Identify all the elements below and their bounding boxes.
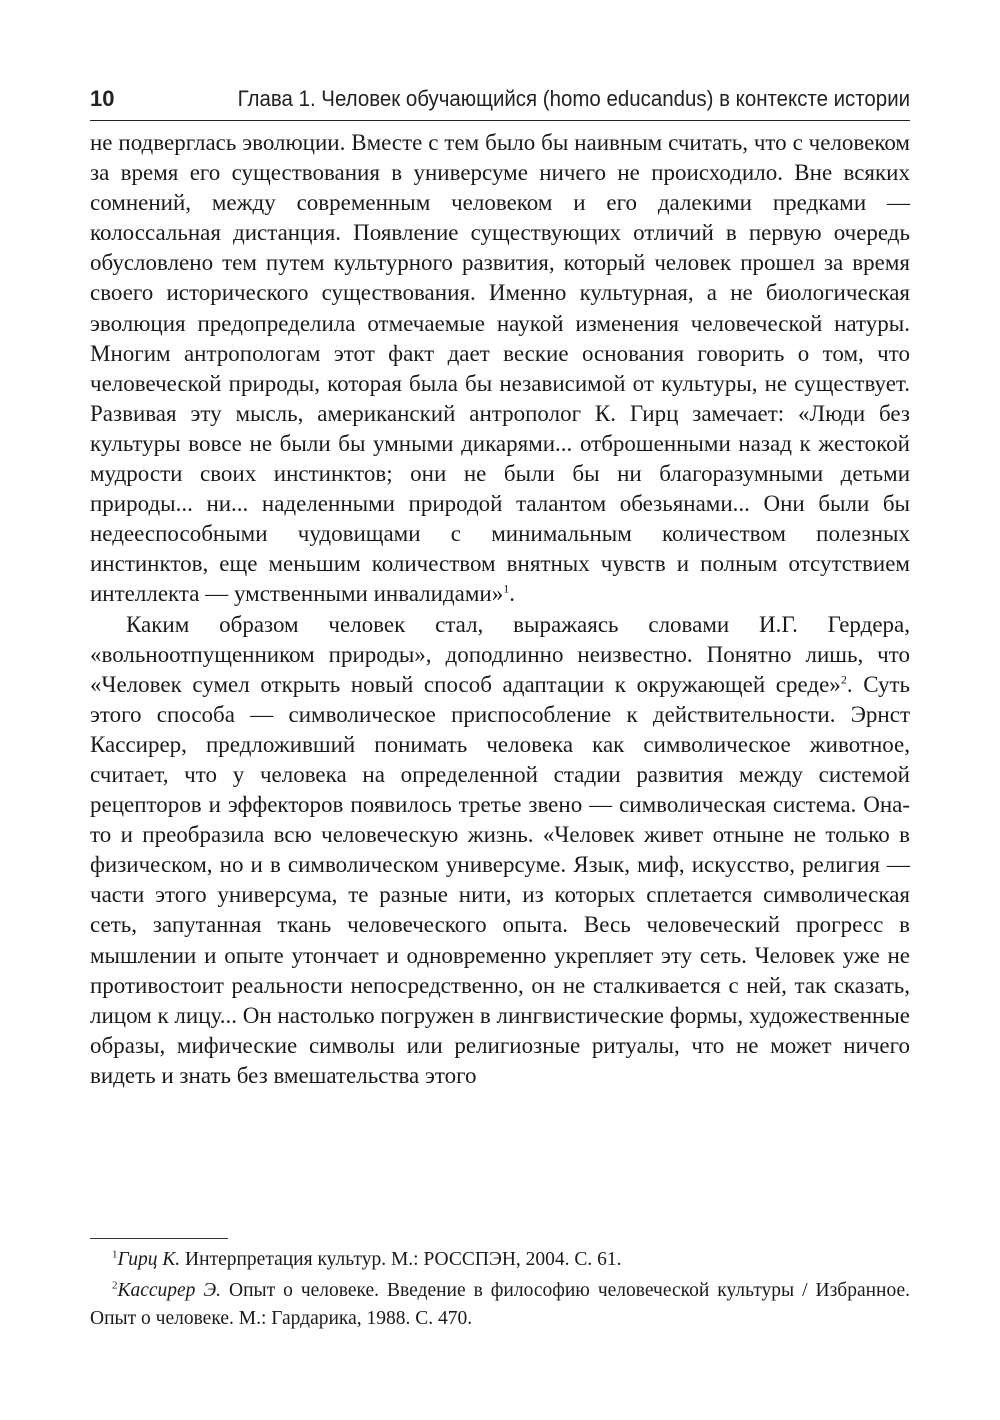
page-number: 10 xyxy=(90,86,115,111)
main-text xyxy=(90,128,910,1091)
paragraph-2-text-a: Каким образом человек стал, выражаясь словами И.Г. Гердера, «вольноотпущенником природы», доподлинно неизвестно. Понятно лишь, что «Человек сумел открыть новый способ адаптации к окружающей среде» xyxy=(90,611,910,697)
paragraph-continued: не подверглась эволюции. Вместе с тем было бы наивным считать, что с человеком за время его существования в универсуме ничего не происходило. Вне всяких сомнений, между современным человеком и его далекими предками — колоссальная дистанция. Появление существующих отличий в первую очередь обусловлено тем путем культурного развития, который человек прошел за время своего исторического существования. Именно культурная, а не биологическая эволюция предопределила отмечаемые наукой изменения человеческой натуры. Многим антропологам этот факт дает веские основания говорить о том, что человеческой природы, которая была бы независимой от культуры, не существует. Развивая эту мысль, американский антрополог К. Гирц замечает: «Люди без культуры вовсе не были бы умными дикарями... отброшенными назад к жестокой мудрости своих инстинктов; они не были бы ни благоразумными детьми природы... ни... наделенными природой талантом обезьянами... Они были бы недееспособными чудовищами с минимальным количеством полезных инстинктов, еще меньшим количеством внятных чувств и полным отсутствием интеллекта — умственными инвалидами»$^1$. xyxy=(90,130,910,607)
running-title: Глава 1. Человек обучающийся (homo educandus) в контексте истории xyxy=(237,86,910,111)
footnote-ref-2: 2 xyxy=(840,672,847,687)
paragraph-1-text: не подверглась эволюции. Вместе с тем было бы наивным считать, что с человеком за время его существования в универсуме ничего не происходило. Вне всяких сомнений, между современным человеком и его далекими предками — колоссальная дистанция. Появление существующих отличий в первую очередь обусловлено тем путем культурного развития, который человек прошел за время своего исторического существования. Именно культурная, а не биологическая эволюция предопределила отмечаемые наукой изменения человеческой натуры. Многим антропологам этот факт дает веские основания говорить о том, что человеческой природы, которая была бы независимой от культуры, не существует. Развивая эту мысль, американский антрополог К. Гирц замечает: «Люди без культуры вовсе не были бы умными дикарями... отброшенными назад к жестокой мудрости своих инстинктов; они не были бы ни благоразумными детьми природы... ни... наделенными природой талантом обезьянами... Они были бы недееспособными чудовищами с минимальным количеством полезных инстинктов, еще меньшим количеством внятных чувств и полным отсутствием интеллекта — умственными инвалидами» xyxy=(90,130,910,607)
footnote-ref-1: 1 xyxy=(503,581,510,596)
footnote-separator xyxy=(90,1238,228,1239)
footnote-author: Кассирер Э. xyxy=(117,1280,222,1301)
footnote-author: Гирц К. xyxy=(117,1249,181,1270)
footnote-number: 2 xyxy=(112,1279,118,1292)
paragraph-2-text-b: . Суть этого способа — символическое приспособление к действительности. Эрнст Кассирер, предложивший понимать человека как символическое животное, считает, что у человека на определенной стадии развития между системой рецепторов и эффекторов появилось третье звено — символическая система. Она-то и преобразила всю человеческую жизнь. «Человек живет отныне не только в физическом, но и в символическом универсуме. Язык, миф, искусство, религия — части этого универсума, те разные нити, из которых сплетается символическая сеть, запутанная ткань человеческого опыта. Весь человеческий прогресс в мышлении и опыте утончает и одновременно укрепляет эту сеть. Человек уже не противостоит реальности непосредственно, он не сталкивается с ней, так сказать, лицом к лицу... Он настолько погружен в лингвистические формы, художественные образы, мифические символы или религиозные ритуалы, что не может ничего видеть и знать без вмешательства этого xyxy=(90,671,910,1088)
paragraph-2 xyxy=(90,610,910,1092)
footnote-number: 1 xyxy=(112,1248,118,1261)
running-header xyxy=(90,78,910,121)
footnote-text: Опыт о человеке. Введение в философию человеческой культуры / Избранное. Опыт о человеке. М.: Гардарика, 1988. С. 470. xyxy=(90,1280,910,1329)
footnote-2 xyxy=(90,1277,910,1333)
footnote-text: Интерпретация культур. М.: РОССПЭН, 2004. С. 61. xyxy=(180,1249,622,1270)
footnote-1 xyxy=(90,1246,910,1274)
footnotes xyxy=(90,1246,910,1336)
